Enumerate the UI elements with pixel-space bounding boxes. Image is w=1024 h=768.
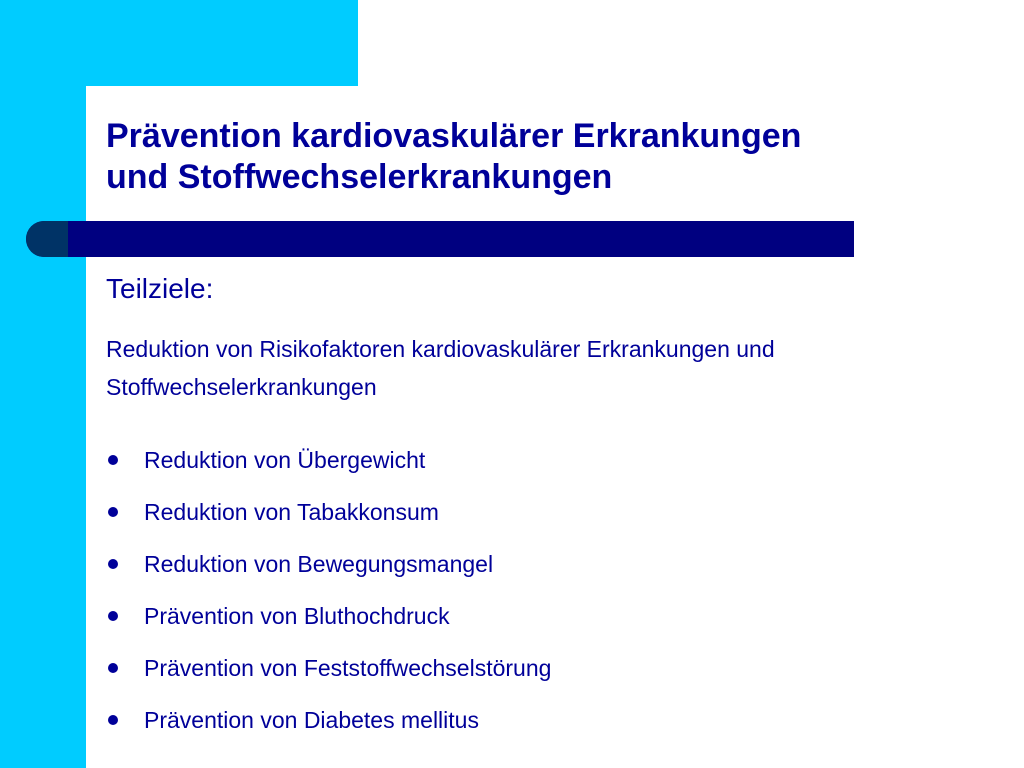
intro-text: Reduktion von Risikofaktoren kardiovaskulärer Erkrankungen und Stoffwechselerkrankungen [106,336,775,400]
bullet-item [106,442,551,494]
bullet-item [106,650,551,702]
bullet-text: Prävention von Bluthochdruck [144,603,450,629]
bullet-item [106,546,551,598]
bullet-text: Prävention von Feststoffwechselstörung [144,655,552,681]
slide-title [106,116,986,198]
bullet-text: Prävention von Diabetes mellitus [144,707,479,733]
decorative-cyan-header-block [0,0,358,86]
decorative-title-bar-cap [26,221,68,257]
bullet-item [106,702,551,754]
bullet-text: Reduktion von Übergewicht [144,447,426,473]
bullet-item [106,598,551,650]
bullet-dot-icon [108,611,118,621]
bullet-dot-icon [108,455,118,465]
bullet-dot-icon [108,507,118,517]
bullet-dot-icon [108,715,118,725]
decorative-cyan-sidebar [0,0,86,768]
bullet-list [106,442,551,754]
bullet-text: Reduktion von Bewegungsmangel [144,551,494,577]
decorative-title-bar [26,221,854,257]
subheading: Teilziele: [106,273,214,304]
bullet-text: Reduktion von Tabakkonsum [144,499,439,525]
slide-title-line-2: und Stoffwechselerkrankungen [106,158,613,196]
slide-title-line-1: Prävention kardiovaskulärer Erkrankungen [106,117,802,155]
bullet-dot-icon [108,559,118,569]
bullet-item [106,494,551,546]
bullet-dot-icon [108,663,118,673]
